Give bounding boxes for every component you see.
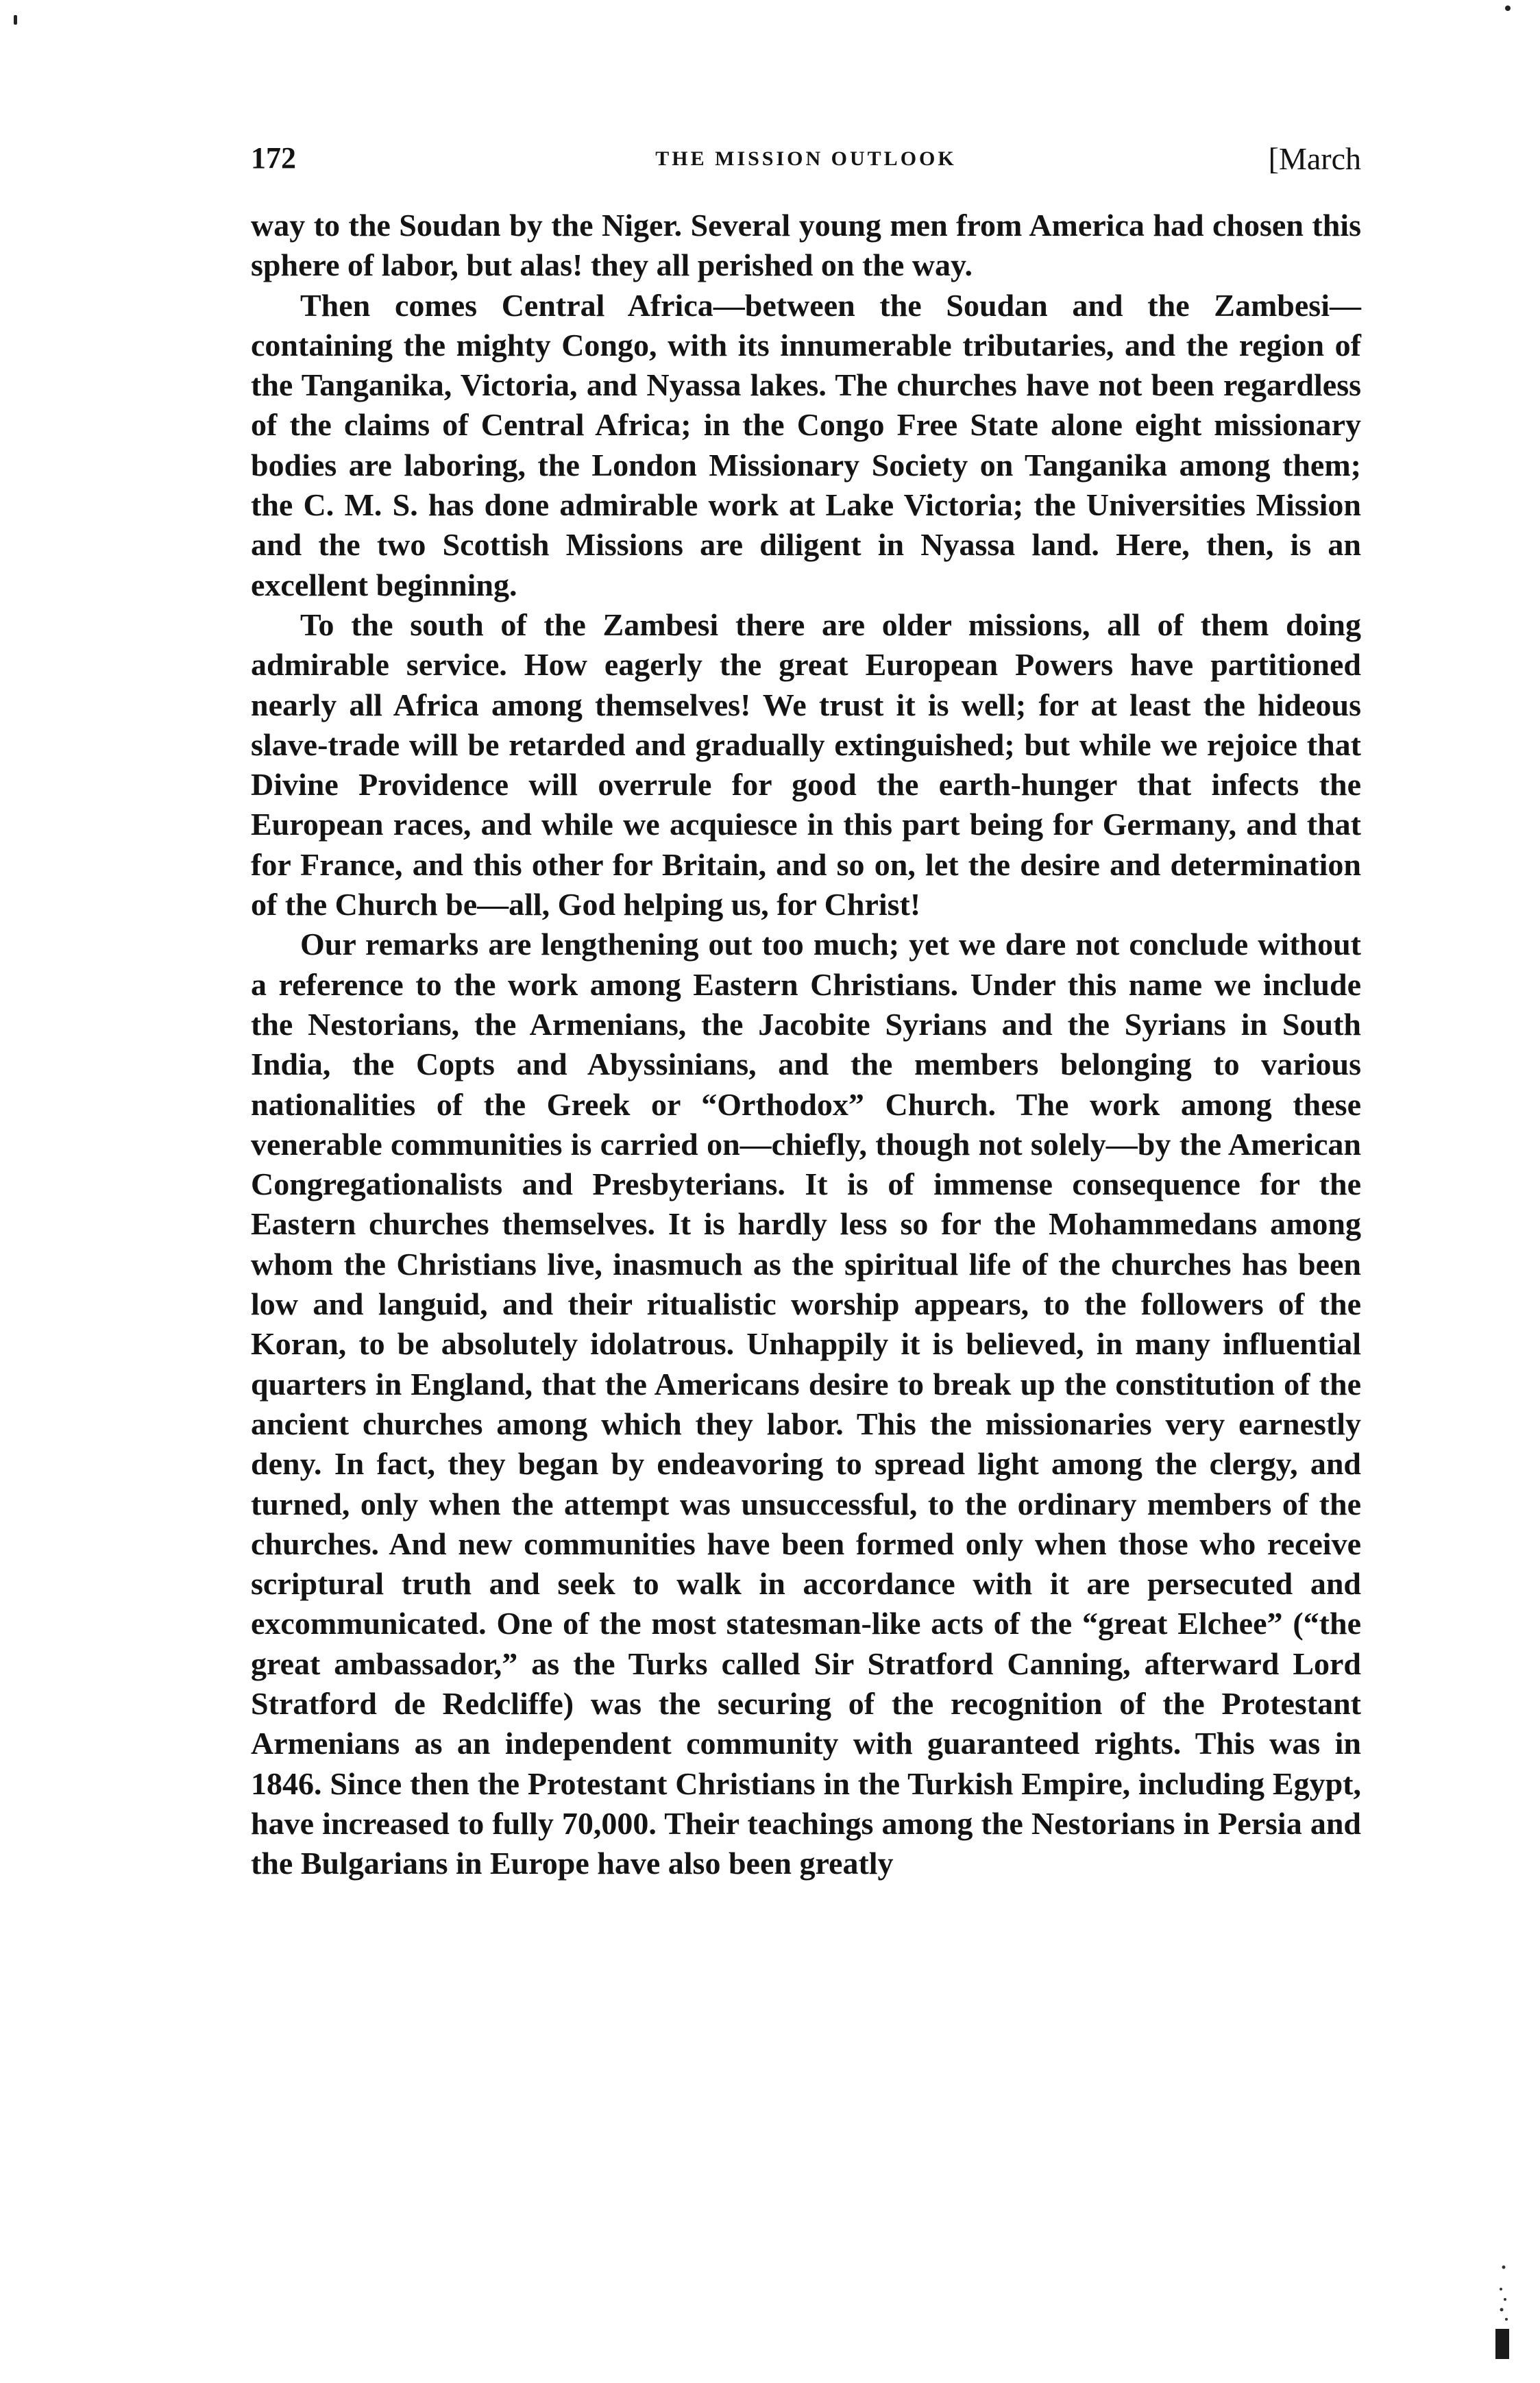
page-number: 172: [251, 141, 296, 175]
issue-month: [March: [1268, 141, 1361, 176]
paragraph: To the south of the Zambesi there are older missions, all of them doing admirable service. How eagerly the great European Powers have partitioned nearly all Africa among themselves! We trust it is well; for at least the hideous slave-trade will be retarded and gradually extinguished; but while we rejoice that Divine Providence will overrule for good the earth-hunger that infects the European races, and while we acquiesce in this part being for Germany, and that for France, and this other for Britain, and so on, let the desire and determination of the Church be—all, God helping us, for Christ!: [251, 607, 1361, 922]
corner-scan-mark: [1491, 2262, 1512, 2364]
scan-speck: [1505, 5, 1511, 11]
paragraph: Our remarks are lengthening out too much; yet we dare not conclude without a reference to the work among Eastern Christians. Under this name we include the Nestorians, the Armenians, the Jacobite Syrians and the Syrians in South India, the Copts and Abyssinians, and the members belonging to various nationalities of the Greek or “Orthodox” Church. The work among these venerable communities is carried on—chiefly, though not solely—by the American Congregationalists and Presbyterians. It is of immense consequence for the Eastern churches themselves. It is hardly less so for the Mohammedans among whom the Christians live, inasmuch as the spiritual life of the churches has been low and languid, and their ritualistic worship appears, to the followers of the Koran, to be absolutely idolatrous. Unhappily it is believed, in many influential quarters in England, that the Americans desire to break up the constitution of the ancient churches among which they labor. This the missionaries very earnestly deny. In fact, they began by endeavoring to spread light among the clergy, and turned, only when the attempt was unsuccessful, to the ordinary members of the churches. And new communities have been formed only when those who receive scriptural truth and seek to walk in accordance with it are persecuted and excommunicated. One of the most statesman-like acts of the “great Elchee” (“the great ambassador,” as the Turks called Sir Stratford Canning, afterward Lord Stratford de Redcliffe) was the securing of the recognition of the Protestant Armenians as an independent community with guaranteed rights. This was in 1846. Since then the Protestant Christians in the Turkish Empire, including Egypt, have increased to fully 70,000. Their teachings among the Nestorians in Persia and the Bulgarians in Europe have also been greatly: [251, 927, 1361, 1881]
scan-speck: [14, 15, 17, 25]
paragraph: way to the Soudan by the Niger. Several young men from America had chosen this sphere of labor, but alas! they all perished on the way.: [251, 208, 1361, 283]
running-title: THE MISSION OUTLOOK: [655, 147, 957, 170]
page-header: [251, 140, 1361, 182]
article-body: [251, 206, 1361, 1883]
paragraph: Then comes Central Africa—between the Soudan and the Zambesi—containing the mighty Congo, with its innumerable tributaries, and the region of the Tanganika, Victoria, and Nyassa lakes. The churches have not been regardless of the claims of Central Africa; in the Congo Free State alone eight missionary bodies are laboring, the London Missionary Society on Tanganika among them; the C. M. S. has done admirable work at Lake Victoria; the Universities Mission and the two Scottish Missions are diligent in Nyassa land. Here, then, is an excellent beginning.: [251, 287, 1361, 602]
